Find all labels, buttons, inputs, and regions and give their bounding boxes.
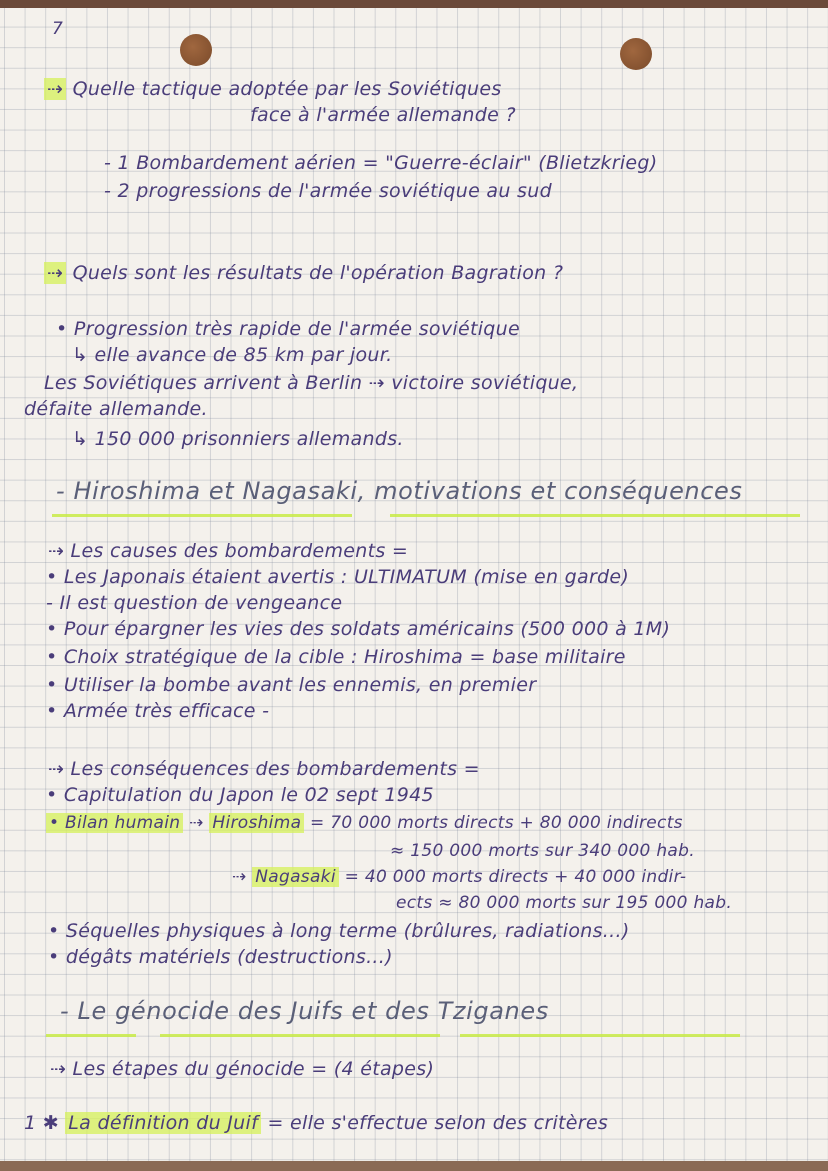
- question-tactic-line2: face à l'armée allemande ?: [250, 104, 516, 126]
- bagration-line-4: défaite allemande.: [24, 398, 208, 420]
- causes-heading: ⇢ Les causes des bombardements =: [48, 540, 409, 562]
- arrow-icon: ⇢: [189, 813, 204, 833]
- nagasaki-line-1: = 40 000 morts directs + 40 000 indir-: [344, 867, 687, 887]
- definition-rest: = elle s'effectue selon des critères: [267, 1112, 609, 1134]
- nagasaki-line-2: ects ≈ 80 000 morts sur 195 000 hab.: [396, 893, 733, 913]
- section-title-hiroshima-text: Hiroshima et Nagasaki, motivations et conséquences: [73, 477, 743, 505]
- cause-item-3: • Pour épargner les vies des soldats américains (500 000 à 1M): [46, 618, 671, 640]
- paper-bottom-edge: [0, 1161, 828, 1171]
- question-bagration: [44, 262, 563, 284]
- binder-hole-right: [620, 38, 652, 70]
- section-title-hiroshima: [56, 477, 743, 505]
- consequences-heading: ⇢ Les conséquences des bombardements =: [48, 758, 480, 780]
- definition-prefix: 1 ✱: [24, 1112, 59, 1134]
- nagasaki-label: Nagasaki: [252, 867, 339, 887]
- tactic-item-2: - 2 progressions de l'armée soviétique au sud: [104, 180, 552, 202]
- cause-item-2: - Il est question de vengeance: [46, 592, 343, 614]
- cause-item-1: • Les Japonais étaient avertis : ULTIMATUM (mise en garde): [46, 566, 630, 588]
- question-tactic: [44, 78, 502, 100]
- bagration-line-3: Les Soviétiques arrivent à Berlin ⇢ victoire soviétique,: [44, 372, 579, 394]
- bilan-row: [46, 812, 683, 834]
- section-underline: [52, 514, 352, 517]
- arrow-icon: ⇢: [44, 262, 66, 284]
- arrow-icon: ⇢: [44, 78, 66, 100]
- nagasaki-row: [232, 866, 686, 888]
- bilan-label: • Bilan humain: [46, 813, 183, 833]
- consequence-capitulation: • Capitulation du Japon le 02 sept 1945: [46, 784, 434, 806]
- hiroshima-line-1: = 70 000 morts directs + 80 000 indirects: [310, 813, 683, 833]
- cause-item-6: • Armée très efficace -: [46, 700, 270, 722]
- section-underline: [460, 1034, 740, 1037]
- bagration-line-2: ↳ elle avance de 85 km par jour.: [72, 344, 393, 366]
- section-dash: -: [56, 477, 66, 505]
- definition-label: La définition du Juif: [65, 1112, 261, 1134]
- section-title-genocide-text: Le génocide des Juifs et des Tziganes: [77, 997, 549, 1025]
- cause-item-5: • Utiliser la bombe avant les ennemis, en premier: [46, 674, 537, 696]
- binder-hole-left: [180, 34, 212, 66]
- question-bagration-title: Quels sont les résultats de l'opération Bagration ?: [72, 262, 564, 284]
- section-title-genocide: [60, 997, 549, 1025]
- question-tactic-line1: Quelle tactique adoptée par les Soviétiques: [72, 78, 502, 100]
- section-underline: [46, 1034, 136, 1037]
- bagration-line-5: ↳ 150 000 prisonniers allemands.: [72, 428, 404, 450]
- arrow-icon: ⇢: [232, 867, 247, 887]
- section-underline: [390, 514, 800, 517]
- bagration-line-1: • Progression très rapide de l'armée soviétique: [56, 318, 520, 340]
- section-dash: -: [60, 997, 70, 1025]
- consequence-sequelles: • Séquelles physiques à long terme (brûlures, radiations...): [48, 920, 630, 942]
- paper-top-edge: [0, 0, 828, 8]
- etapes-heading: ⇢ Les étapes du génocide = (4 étapes): [50, 1058, 435, 1080]
- consequence-degats: • dégâts matériels (destructions...): [48, 946, 393, 968]
- hiroshima-line-2: ≈ 150 000 morts sur 340 000 hab.: [390, 841, 695, 861]
- page-number: 7: [52, 19, 64, 39]
- cause-item-4: • Choix stratégique de la cible : Hiroshima = base militaire: [46, 646, 626, 668]
- hiroshima-label: Hiroshima: [209, 813, 304, 833]
- definition-row: [24, 1112, 608, 1134]
- section-underline: [160, 1034, 440, 1037]
- tactic-item-1: - 1 Bombardement aérien = "Guerre-éclair" (Blietzkrieg): [104, 152, 658, 174]
